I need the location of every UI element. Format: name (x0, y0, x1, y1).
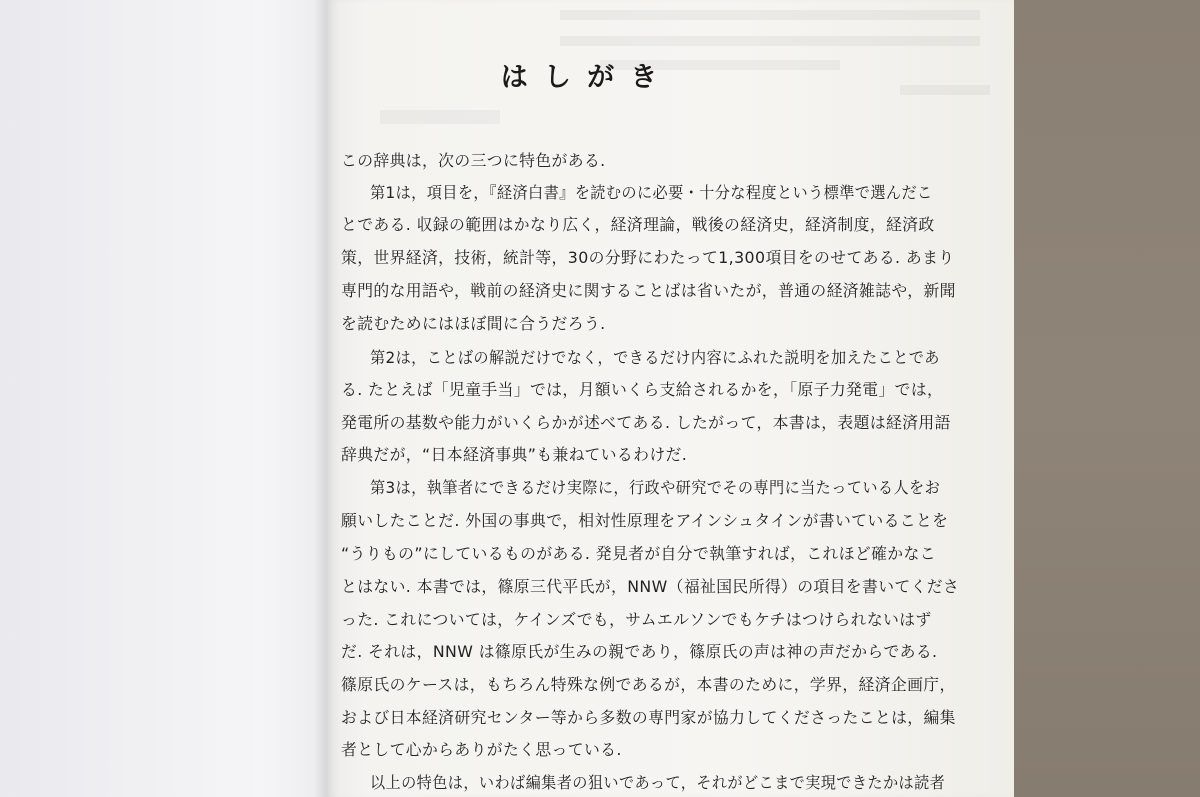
text-line: とはない. 本書では，篠原三代平氏が，NNW（福祉国民所得）の項目を書いてくださ (341, 577, 960, 596)
left-page (0, 0, 328, 797)
text-line: 第3は，執筆者にできるだけ実際に，行政や研究でその専門に当たっている人をお (370, 478, 941, 497)
page-title: はしがき (500, 62, 674, 93)
text-line: 願いしたことだ. 外国の事典で，相対性原理をアインシュタインが書いていることを (341, 511, 949, 530)
text-line: 辞典だが，“日本経済事典”も兼ねているわけだ. (341, 445, 688, 464)
bleed-through-mark (560, 36, 980, 46)
text-line: “うりもの”にしているものがある. 発見者が自分で執筆すれば，これほど確かなこ (341, 544, 936, 563)
bleed-through-mark (380, 110, 500, 124)
text-line: この辞典は，次の三つに特色がある. (341, 151, 606, 170)
text-line: とである. 収録の範囲はかなり広く，経済理論，戦後の経済史，経済制度，経済政 (341, 215, 935, 234)
text-line: 発電所の基数や能力がいくらかが述べてある. したがって，本書は，表題は経済用語 (341, 413, 951, 432)
text-line: だ. それは，NNW は篠原氏が生みの親であり，篠原氏の声は神の声だからである. (341, 642, 938, 661)
text-line: った. これについては，ケインズでも，サムエルソンでもケチはつけられないはず (341, 610, 932, 629)
text-line: を読むためにはほぼ間に合うだろう. (341, 314, 606, 333)
table-surface (1014, 0, 1200, 797)
text-line: および日本経済研究センター等から多数の専門家が協力してくださったことは，編集 (341, 708, 956, 727)
bleed-through-mark (560, 10, 980, 20)
text-line: 専門的な用語や，戦前の経済史に関することばは省いたが，普通の経済雑誌や，新聞 (341, 281, 956, 300)
text-line: 以上の特色は，いわば編集者の狙いであって，それがどこまで実現できたかは読者 (370, 773, 946, 792)
text-line: る. たとえば「児童手当」では，月額いくら支給されるかを，「原子力発電」では， (341, 380, 944, 399)
text-line: 策，世界経済，技術，統計等，30の分野にわたって1,300項目をのせてある. あまり (341, 248, 955, 267)
bleed-through-mark (900, 85, 990, 95)
text-line: 第1は，項目を，『経済白書』を読むのに必要・十分な程度という標準で選んだこ (370, 183, 933, 202)
text-line: 者として心からありがたく思っている. (341, 740, 622, 759)
text-line: 篠原氏のケースは，もちろん特殊な例であるが，本書のために，学界，経済企画庁， (341, 675, 956, 694)
text-line: 第2は，ことばの解説だけでなく，できるだけ内容にふれた説明を加えたことであ (370, 348, 940, 367)
